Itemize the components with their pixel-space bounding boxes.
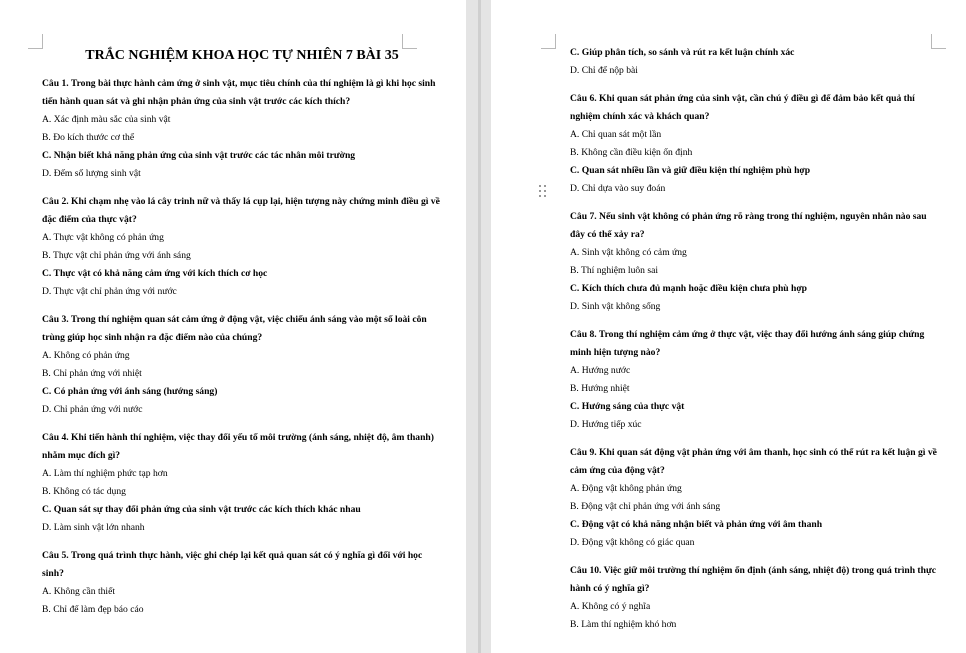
answer-option: A. Xác định màu sắc của sinh vật xyxy=(42,114,171,125)
question-spacer xyxy=(42,183,442,193)
answer-option: D. Chỉ dựa vào suy đoán xyxy=(570,183,666,194)
answer-option: B. Đo kích thước cơ thể xyxy=(42,132,135,143)
answer-option: A. Không có phản ứng xyxy=(42,350,130,361)
question-block xyxy=(42,301,442,419)
answer-option: D. Động vật không có giác quan xyxy=(570,537,695,548)
answer-option-correct: C. Kích thích chưa đủ mạnh hoặc điều kiện chưa phù hợp xyxy=(570,283,808,294)
question-text: Câu 3. Trong thí nghiệm quan sát cảm ứng ở động vật, việc chiếu ánh sáng vào một số loài côn trùng giúp học sinh nhận ra đặc điểm nào của chúng? xyxy=(42,314,427,343)
crop-mark-top-left xyxy=(541,34,556,49)
question-spacer xyxy=(570,434,940,444)
question-text: Câu 5. Trong quá trình thực hành, việc ghi chép lại kết quả quan sát có ý nghĩa gì đối với học sinh? xyxy=(42,550,423,579)
answer-option: D. Sinh vật không sống xyxy=(570,301,661,312)
answer-option: B. Thí nghiệm luôn sai xyxy=(570,265,659,276)
question-spacer xyxy=(42,537,442,547)
answer-option: A. Làm thí nghiệm phức tạp hơn xyxy=(42,468,168,479)
question-spacer xyxy=(570,316,940,326)
question-text: Câu 1. Trong bài thực hành cảm ứng ở sinh vật, mục tiêu chính của thí nghiệm là gì khi học sinh tiến hành quan sát và ghi nhận phản ứng của sinh vật trước các kích thích? xyxy=(42,78,436,107)
document-page-right xyxy=(491,0,966,653)
question-text: Câu 4. Khi tiến hành thí nghiệm, việc thay đổi yếu tố môi trường (ánh sáng, nhiệt độ, âm thanh) nhằm mục đích gì? xyxy=(42,432,434,461)
question-block xyxy=(570,198,940,316)
answer-option-correct: C. Quan sát sự thay đổi phản ứng của sinh vật trước các kích thích khác nhau xyxy=(42,504,361,515)
answer-option-correct: C. Có phản ứng với ánh sáng (hướng sáng) xyxy=(42,386,218,397)
answer-option: D. Làm sinh vật lớn nhanh xyxy=(42,522,145,533)
question-block xyxy=(42,537,442,619)
document-title: TRẮC NGHIỆM KHOA HỌC TỰ NHIÊN 7 BÀI 35 xyxy=(85,48,399,63)
question-spacer xyxy=(42,65,442,75)
crop-mark-top-left xyxy=(28,34,43,49)
question-text: Câu 8. Trong thí nghiệm cảm ứng ở thực vật, việc thay đổi hướng ánh sáng giúp chứng minh hiện tượng nào? xyxy=(570,329,925,358)
question-text: Câu 10. Việc giữ môi trường thí nghiệm ổn định (ánh sáng, nhiệt độ) trong quá trình thực hành có ý nghĩa gì? xyxy=(570,565,936,594)
answer-option: B. Làm thí nghiệm khó hơn xyxy=(570,619,677,630)
answer-option: A. Động vật không phản ứng xyxy=(570,483,682,494)
answer-option: D. Hướng tiếp xúc xyxy=(570,419,642,430)
question-block xyxy=(42,183,442,301)
question-text: Câu 7. Nếu sinh vật không có phản ứng rõ ràng trong thí nghiệm, nguyên nhân nào sau đây có thể xảy ra? xyxy=(570,211,927,240)
answer-option: D. Chỉ phản ứng với nước xyxy=(42,404,143,415)
answer-option: B. Thực vật chỉ phản ứng với ánh sáng xyxy=(42,250,191,261)
answer-option-correct: C. Nhận biết khả năng phản ứng của sinh vật trước các tác nhân môi trường xyxy=(42,150,356,161)
question-block xyxy=(570,80,940,198)
answer-option: B. Không có tác dụng xyxy=(42,486,126,497)
answer-option: A. Thực vật không có phản ứng xyxy=(42,232,164,243)
answer-option: B. Động vật chỉ phản ứng với ánh sáng xyxy=(570,501,721,512)
answer-option-correct: C. Quan sát nhiều lần và giữ điều kiện thí nghiệm phù hợp xyxy=(570,165,811,176)
question-block xyxy=(42,65,442,183)
page-divider xyxy=(478,0,481,653)
document-page-left xyxy=(0,0,466,653)
answer-option: A. Chỉ quan sát một lần xyxy=(570,129,662,140)
answer-option: A. Không cần thiết xyxy=(42,586,116,597)
answer-option: B. Hướng nhiệt xyxy=(570,383,630,394)
continued-options xyxy=(570,44,940,80)
page-content-left xyxy=(42,0,442,619)
answer-option-correct: C. Động vật có khả năng nhận biết và phản ứng với âm thanh xyxy=(570,519,823,530)
page-content-right xyxy=(570,0,940,634)
question-spacer xyxy=(42,419,442,429)
answer-option: D. Thực vật chỉ phản ứng với nước xyxy=(42,286,177,297)
question-list-right xyxy=(570,80,940,634)
answer-option: A. Sinh vật không có cảm ứng xyxy=(570,247,687,258)
question-block xyxy=(42,419,442,537)
question-block xyxy=(570,316,940,434)
answer-option: A. Hướng nước xyxy=(570,365,631,376)
question-text: Câu 6. Khi quan sát phản ứng của sinh vật, cần chú ý điều gì để đảm bảo kết quả thí nghiệm chính xác và khách quan? xyxy=(570,93,915,122)
question-text: Câu 2. Khi chạm nhẹ vào lá cây trinh nữ và thấy lá cụp lại, hiện tượng này chứng minh điều gì về đặc điểm của thực vật? xyxy=(42,196,440,225)
question-spacer xyxy=(570,552,940,562)
answer-option-correct: C. Hướng sáng của thực vật xyxy=(570,401,685,412)
question-block xyxy=(570,434,940,552)
question-text: Câu 9. Khi quan sát động vật phản ứng với âm thanh, học sinh có thể rút ra kết luận gì về cảm ứng của động vật? xyxy=(570,447,937,476)
question-spacer xyxy=(42,301,442,311)
question-block xyxy=(570,552,940,634)
answer-option: D. Đếm số lượng sinh vật xyxy=(42,168,141,179)
drag-handle-icon[interactable] xyxy=(539,185,547,199)
question-spacer xyxy=(570,198,940,208)
answer-option: B. Chỉ để làm đẹp báo cáo xyxy=(42,604,144,615)
answer-option-correct: C. Giúp phân tích, so sánh và rút ra kết luận chính xác xyxy=(570,47,795,58)
answer-option: B. Chỉ phản ứng với nhiệt xyxy=(42,368,142,379)
question-list-left xyxy=(42,65,442,619)
answer-option: D. Chỉ để nộp bài xyxy=(570,65,638,76)
question-spacer xyxy=(570,80,940,90)
answer-option: A. Không có ý nghĩa xyxy=(570,601,651,612)
answer-option: B. Không cần điều kiện ổn định xyxy=(570,147,693,158)
answer-option-correct: C. Thực vật có khả năng cảm ứng với kích thích cơ học xyxy=(42,268,268,279)
